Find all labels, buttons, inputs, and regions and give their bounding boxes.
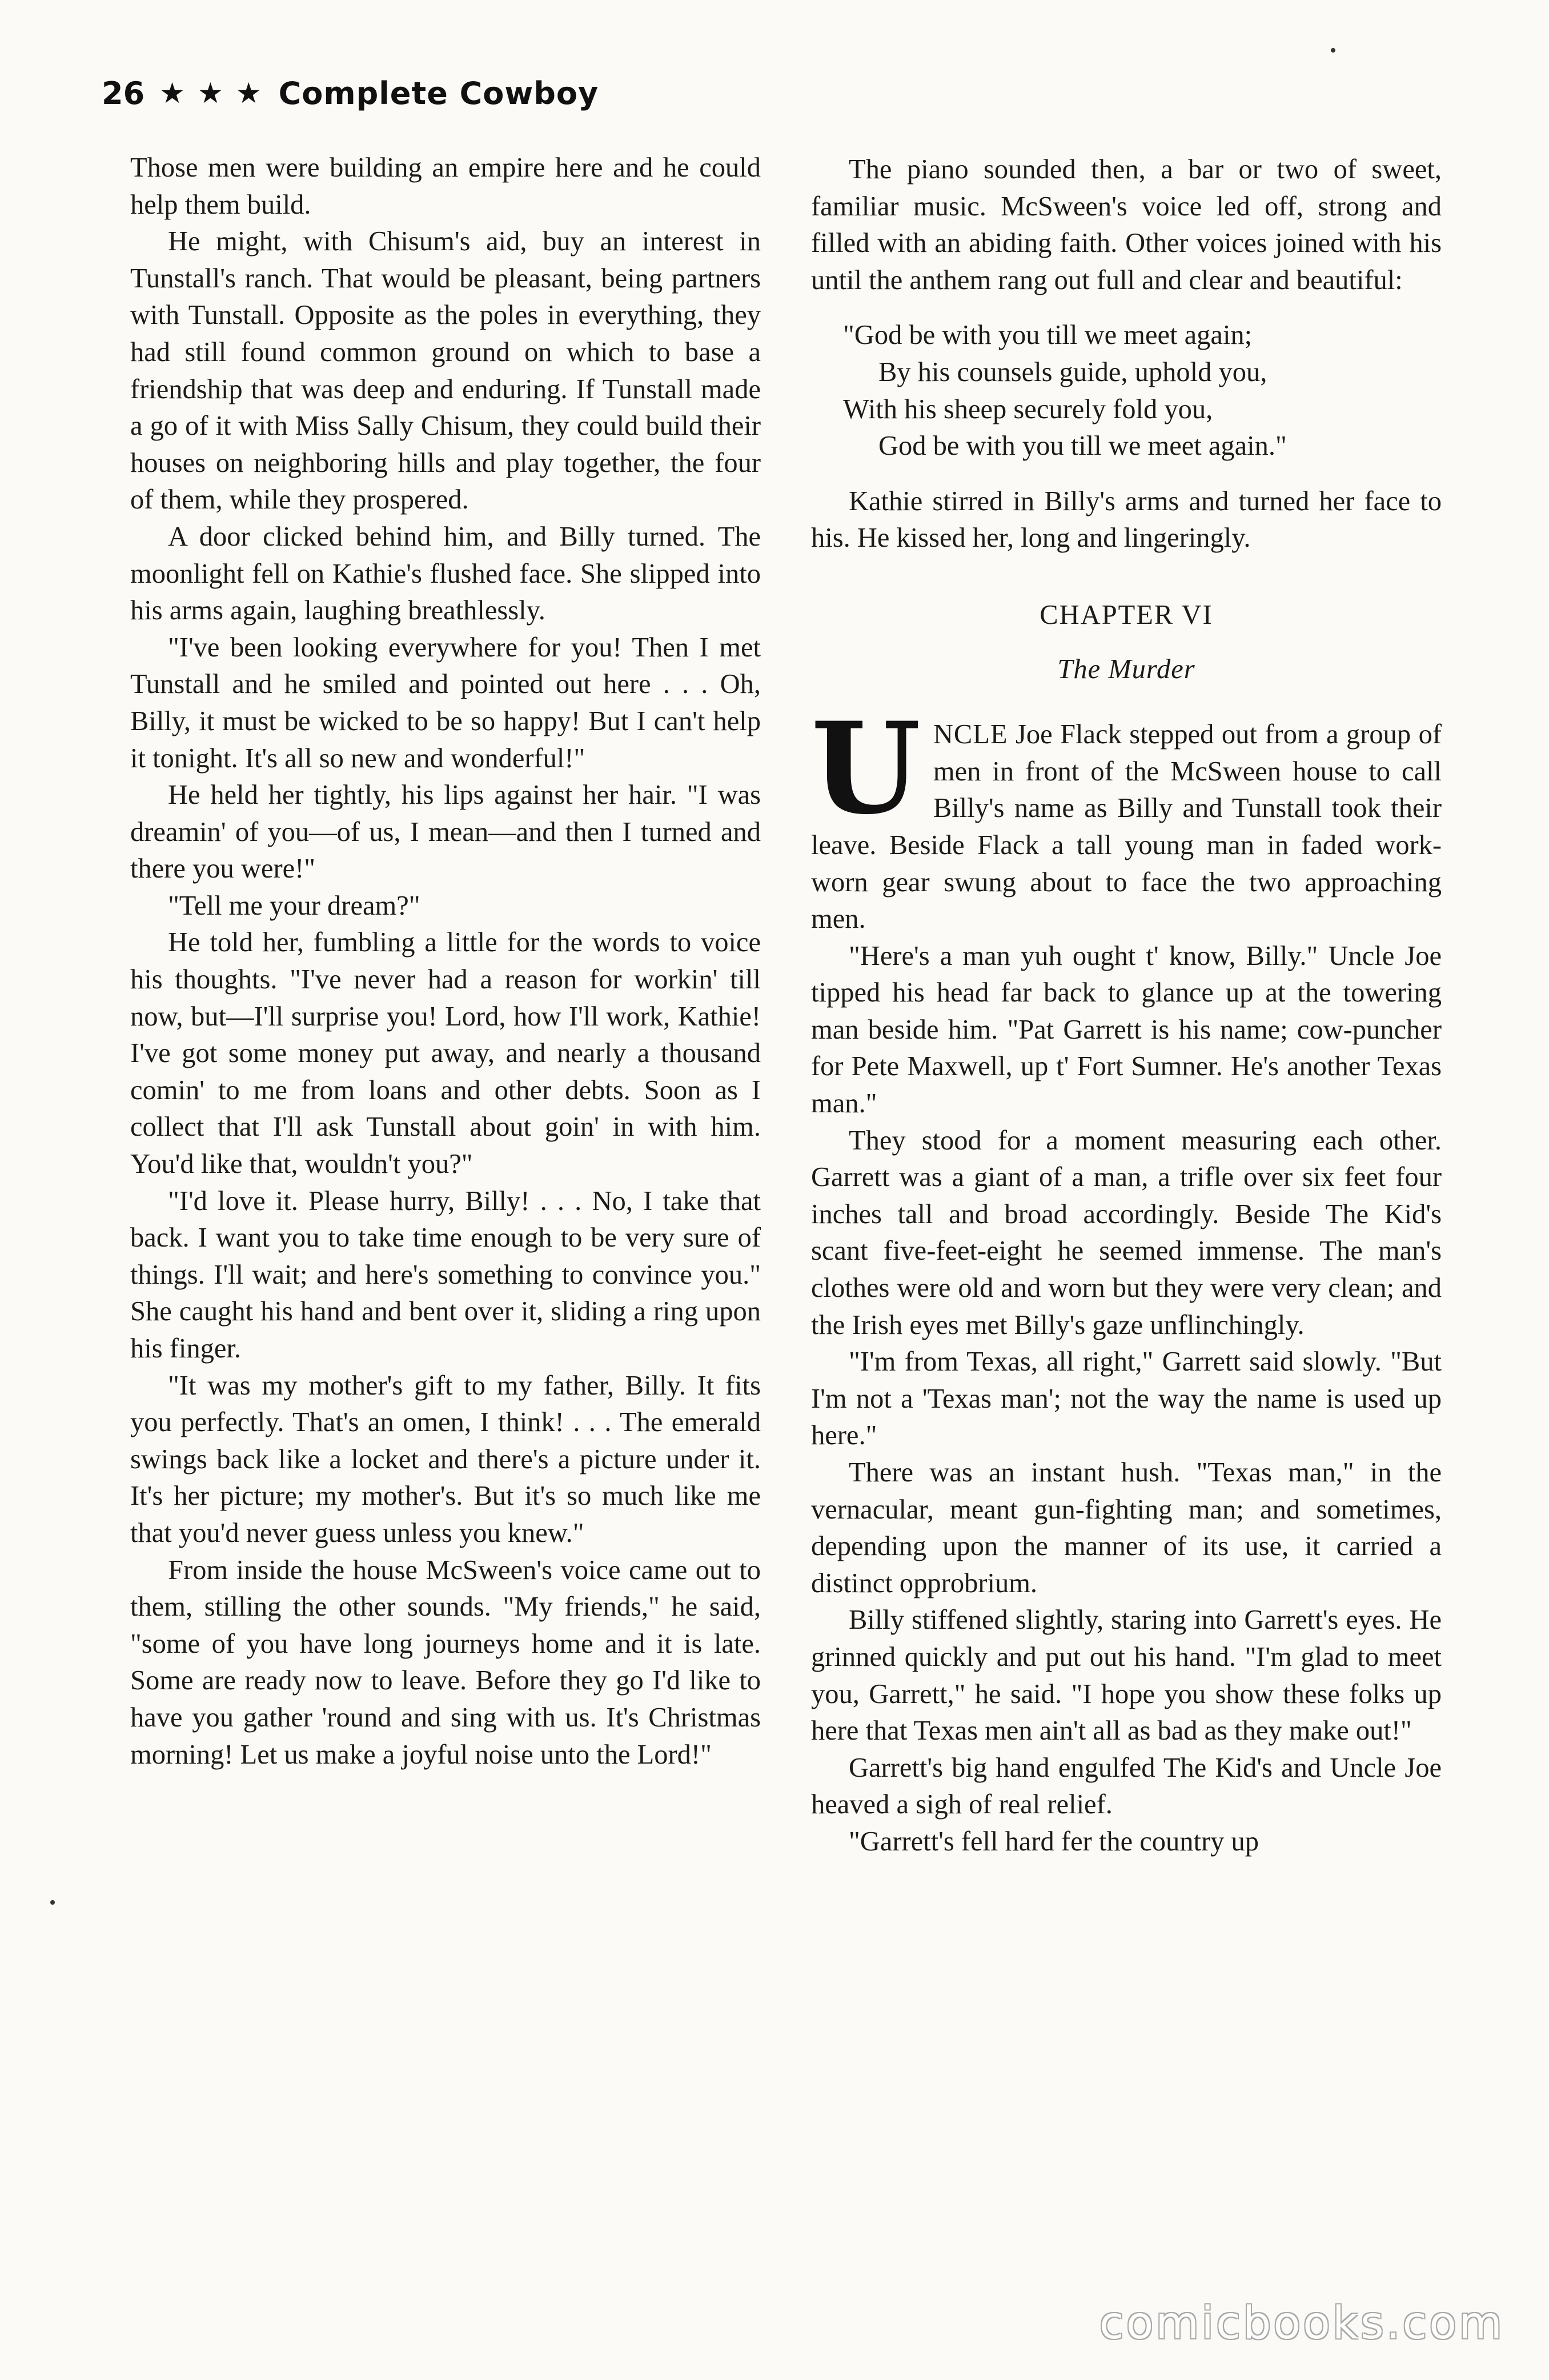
- paragraph: He might, with Chisum's aid, buy an interest in Tunstall's ranch. That would be pleasant, being partners with Tunstall. Opposite as the poles in everything, they had still found common ground on which to base a friendship that was deep and enduring. If Tunstall made a go of it with Miss Sally Chisum, they could build their houses on neighboring hills and play together, the four of them, while they prospered.: [130, 226, 761, 515]
- right-column: [811, 151, 1442, 1861]
- paragraph: "It was my mother's gift to my father, Billy. It fits you perfectly. That's an omen, I think! . . . The emerald swings back like a locket and there's a picture under it. It's her picture; my mother's. But it's so much like me that you'd never guess unless you knew.": [130, 1370, 761, 1548]
- paragraph: There was an instant hush. "Texas man," in the vernacular, meant gun-fighting man; and sometimes, depending upon the manner of its use, it carried a distinct opprobrium.: [811, 1457, 1442, 1598]
- paragraph: "I've been looking everywhere for you! Then I met Tunstall and he smiled and pointed out here . . . Oh, Billy, it must be wicked to be so happy! But I can't help it tonight. It's all so new and wonderful!": [130, 632, 761, 774]
- paragraph: They stood for a moment measuring each other. Garrett was a giant of a man, a trifle over six feet four inches tall and broad accordingly. Beside The Kid's scant five-feet-eight he seemed immense. The man's clothes were old and worn but they were very clean; and the Irish eyes met Billy's gaze unflinchingly.: [811, 1125, 1442, 1340]
- drop-cap: U: [811, 694, 921, 843]
- hymn-line: God be with you till we meet again.": [878, 431, 1287, 462]
- paragraph: Those men were building an empire here and he could help them build.: [130, 153, 761, 220]
- page-number: 26: [102, 75, 145, 111]
- chapter-heading: CHAPTER VI: [1040, 599, 1213, 630]
- page-header: [102, 67, 599, 119]
- paragraph: A door clicked behind him, and Billy turned. The moonlight fell on Kathie's flushed face. She slipped into his arms again, laughing breathlessly.: [130, 521, 761, 626]
- watermark: comicbooks.com: [1099, 2298, 1504, 2349]
- paragraph: "Garrett's fell hard fer the country up: [849, 1826, 1259, 1857]
- hymn-line: With his sheep securely fold you,: [843, 394, 1213, 424]
- paragraph: He told her, fumbling a little for the words to voice his thoughts. "I've never had a reason for workin' till now, but—I'll surprise you! Lord, how I'll work, Kathie! I've got some money put away, and nearly a thousand comin' to me from loans and other debts. Soon as I collect that I'll ask Tunstall about goin' in with him. You'd like that, wouldn't you?": [130, 927, 761, 1180]
- opening-paragraph: [811, 694, 1442, 938]
- hymn-line: By his counsels guide, uphold you,: [878, 356, 1267, 387]
- star-icon: ★: [159, 77, 185, 110]
- paragraph: "I'd love it. Please hurry, Billy! . . . No, I take that back. I want you to take time enough to be very sure of things. I'll wait; and here's something to convince you." She caught his hand and bent over it, sliding a ring upon his finger.: [130, 1185, 761, 1364]
- paragraph: The piano sounded then, a bar or two of sweet, familiar music. McSween's voice led off, strong and filled with an abiding faith. Other voices joined with his until the anthem rang out full and clear and beautiful:: [811, 154, 1442, 295]
- print-speck: [50, 1900, 55, 1905]
- magazine-title: Complete Cowboy: [278, 75, 599, 111]
- paragraph: Kathie stirred in Billy's arms and turned her face to his. He kissed her, long and lingeringly.: [811, 486, 1442, 554]
- paragraph: Garrett's big hand engulfed The Kid's and Uncle Joe heaved a sigh of real relief.: [811, 1752, 1442, 1820]
- opening-words: NCLE: [933, 719, 1008, 750]
- star-icon: ★: [235, 77, 262, 110]
- paragraph: From inside the house McSween's voice came out to them, stilling the other sounds. "My friends," he said, "some of you have long journeys home and it is late. Some are ready now to leave. Before they go I'd like to have you gather 'round and sing with us. It's Christmas morning! Let us make a joyful noise unto the Lord!": [130, 1554, 761, 1770]
- star-icon: ★: [197, 77, 223, 110]
- paragraph: He held her tightly, his lips against her hair. "I was dreamin' of you—of us, I mean—and then I turned and there you were!": [130, 780, 761, 884]
- opening-paragraph-text: Joe Flack stepped out from a group of men in front of the McSween house to call Billy's name as Billy and Tunstall took their leave. Beside Flack a tall young man in faded work-worn gear swung about to face the two approaching men.: [811, 719, 1442, 935]
- hymn-verse: [843, 317, 1442, 464]
- left-column: [130, 150, 761, 1773]
- hymn-line: "God be with you till we meet again;: [843, 320, 1253, 351]
- paragraph: "Tell me your dream?": [168, 890, 420, 921]
- chapter-title: The Murder: [1057, 654, 1195, 684]
- paragraph: "Here's a man yuh ought t' know, Billy." Uncle Joe tipped his head far back to glance up at the towering man beside him. "Pat Garrett is his name; cow-puncher for Pete Maxwell, up t' Fort Sumner. He's another Texas man.": [811, 940, 1442, 1119]
- paragraph: Billy stiffened slightly, staring into Garrett's eyes. He grinned quickly and put out his hand. "I'm glad to meet you, Garrett," he said. "I hope you show these folks up here that Texas men ain't all as bad as they make out!": [811, 1605, 1442, 1746]
- paragraph: "I'm from Texas, all right," Garrett said slowly. "But I'm not a 'Texas man'; not the way the name is used up here.": [811, 1347, 1442, 1451]
- print-speck: [1331, 48, 1335, 53]
